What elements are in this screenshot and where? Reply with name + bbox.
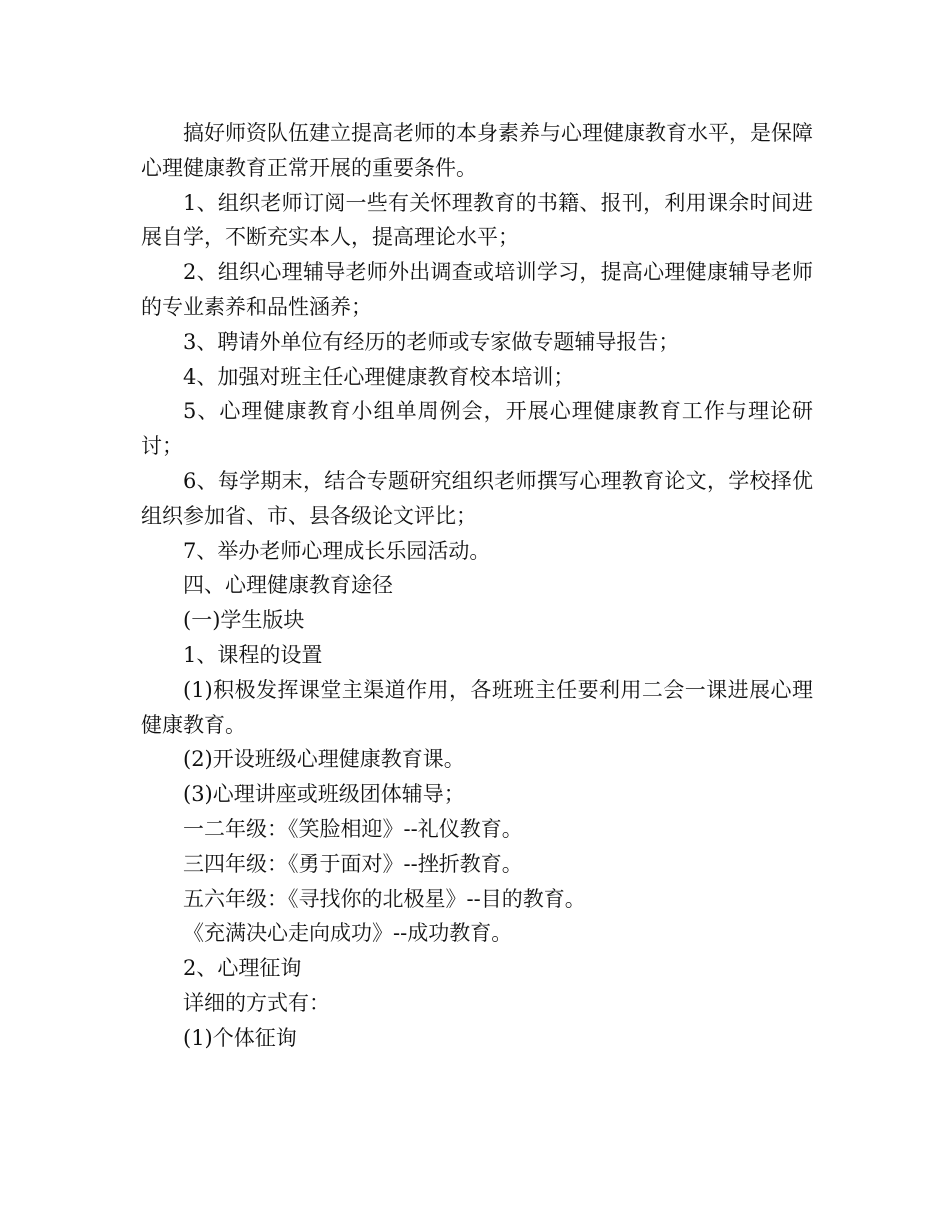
item-heading: 2、心理征询 — [183, 956, 302, 981]
paragraph: 搞好师资队伍建立提高老师的本身素养与心理健康教育水平，是保障心理健康教育正常开展的重要条件。 — [141, 121, 813, 180]
paragraph: 7、举办老师心理成长乐园活动。 — [183, 538, 491, 563]
paragraph: (3)心理讲座或班级团体辅导； — [183, 782, 465, 807]
grade-topic: 三四年级：《勇于面对》--挫折教育。 — [183, 851, 523, 876]
paragraph: (2)开设班级心理健康教育课。 — [183, 747, 465, 772]
paragraph: 1、组织老师订阅一些有关怀理教育的书籍、报刊，利用课余时间进展自学，不断充实本人，提高理论水平； — [141, 190, 813, 250]
grade-topic: 一二年级：《笑脸相迎》--礼仪教育。 — [183, 816, 523, 841]
paragraph: 2、组织心理辅导老师外出调查或培训学习，提高心理健康辅导老师的专业素养和品性涵养； — [141, 260, 813, 319]
grade-topic: 《充满决心走向成功》--成功教育。 — [183, 921, 513, 946]
paragraph: 3、聘请外单位有经历的老师或专家做专题辅导报告； — [183, 329, 680, 354]
paragraph: (1)积极发挥课堂主渠道作用，各班班主任要利用二会一课进展心理健康教育。 — [141, 677, 813, 737]
section-heading: 四、心理健康教育途径 — [183, 573, 393, 598]
item-heading: 1、课程的设置 — [183, 642, 323, 667]
subsection-heading: (一)学生版块 — [183, 608, 305, 633]
document-body — [141, 116, 813, 1056]
paragraph: 5、心理健康教育小组单周例会，开展心理健康教育工作与理论研讨； — [141, 399, 813, 459]
paragraph: 详细的方式有： — [183, 990, 330, 1015]
grade-topic: 五六年级：《寻找你的北极星》--目的教育。 — [183, 886, 586, 911]
paragraph: (1)个体征询 — [183, 1025, 297, 1050]
paragraph: 6、每学期末，结合专题研究组织老师撰写心理教育论文，学校择优组织参加省、市、县各级论文评比； — [141, 468, 813, 528]
paragraph: 4、加强对班主任心理健康教育校本培训； — [183, 364, 575, 389]
